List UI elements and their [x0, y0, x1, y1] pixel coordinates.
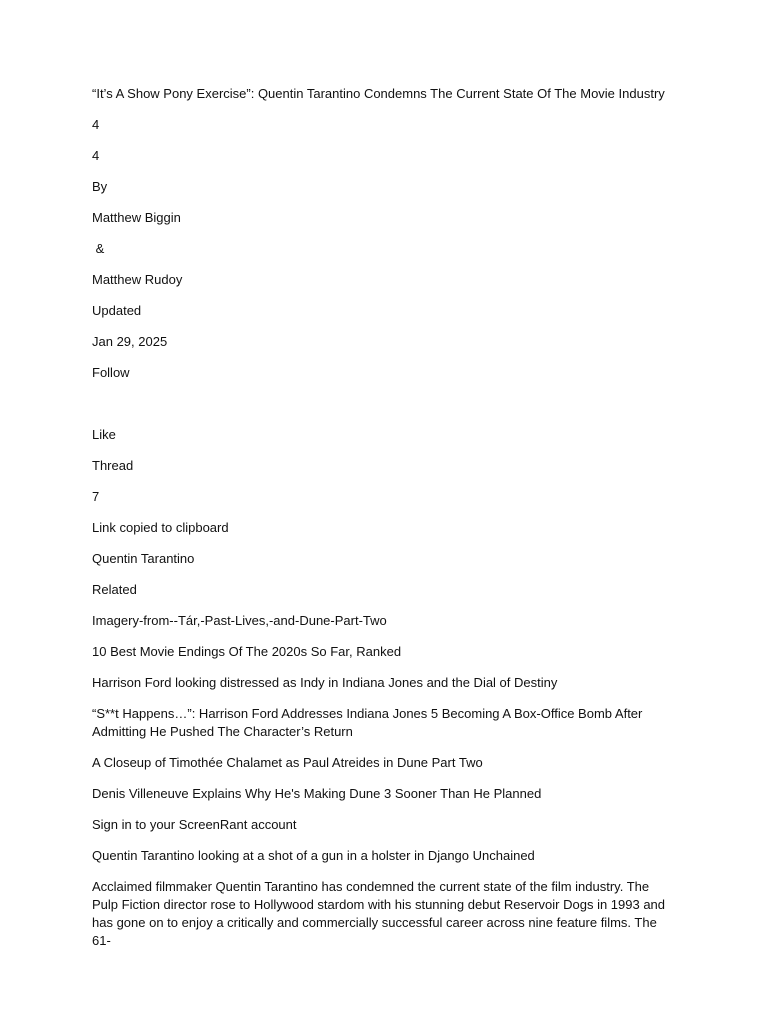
article-title: “It’s A Show Pony Exercise”: Quentin Tarantino Condemns The Current State Of The Movie Industry	[92, 86, 665, 101]
comment-count: 4	[92, 117, 100, 132]
related-heading: Related	[92, 582, 137, 597]
related-image-alt: Imagery-from--Tár,-Past-Lives,-and-Dune-Part-Two	[92, 613, 387, 628]
signin-link[interactable]: Sign in to your ScreenRant account	[92, 817, 297, 832]
comment-count-secondary: 4	[92, 148, 100, 163]
blank-line	[92, 395, 676, 426]
publish-date: Jan 29, 2025	[92, 334, 168, 349]
related-link[interactable]: Denis Villeneuve Explains Why He's Making Dune 3 Sooner Than He Planned	[92, 786, 542, 801]
related-link[interactable]: “S**t Happens…”: Harrison Ford Addresses Indiana Jones 5 Becoming A Box-Office Bomb After Admitting He Pushed The Character’s Return	[92, 706, 646, 739]
author-name-1[interactable]: Matthew Biggin	[92, 210, 181, 225]
byline-label: By	[92, 179, 108, 194]
like-button[interactable]: Like	[92, 427, 116, 442]
thread-count: 7	[92, 489, 100, 504]
topic-tag[interactable]: Quentin Tarantino	[92, 551, 195, 566]
updated-label: Updated	[92, 303, 142, 318]
follow-button[interactable]: Follow	[92, 365, 130, 380]
thread-button[interactable]: Thread	[92, 458, 134, 473]
related-link[interactable]: 10 Best Movie Endings Of The 2020s So Far, Ranked	[92, 644, 402, 659]
related-image-alt: A Closeup of Timothée Chalamet as Paul Atreides in Dune Part Two	[92, 755, 483, 770]
image-caption: Quentin Tarantino looking at a shot of a gun in a holster in Django Unchained	[92, 848, 535, 863]
author-name-2[interactable]: Matthew Rudoy	[92, 272, 183, 287]
link-copied-notice: Link copied to clipboard	[92, 520, 229, 535]
author-separator: &	[92, 241, 105, 256]
body-paragraph: Acclaimed filmmaker Quentin Tarantino has condemned the current state of the film industry. The Pulp Fiction director rose to Hollywood stardom with his stunning debut Reservoir Dogs in 1993 and has gone on to enjoy a critically and commercially successful career across nine feature films. The 61-	[92, 879, 669, 948]
related-image-alt: Harrison Ford looking distressed as Indy in Indiana Jones and the Dial of Destiny	[92, 675, 558, 690]
